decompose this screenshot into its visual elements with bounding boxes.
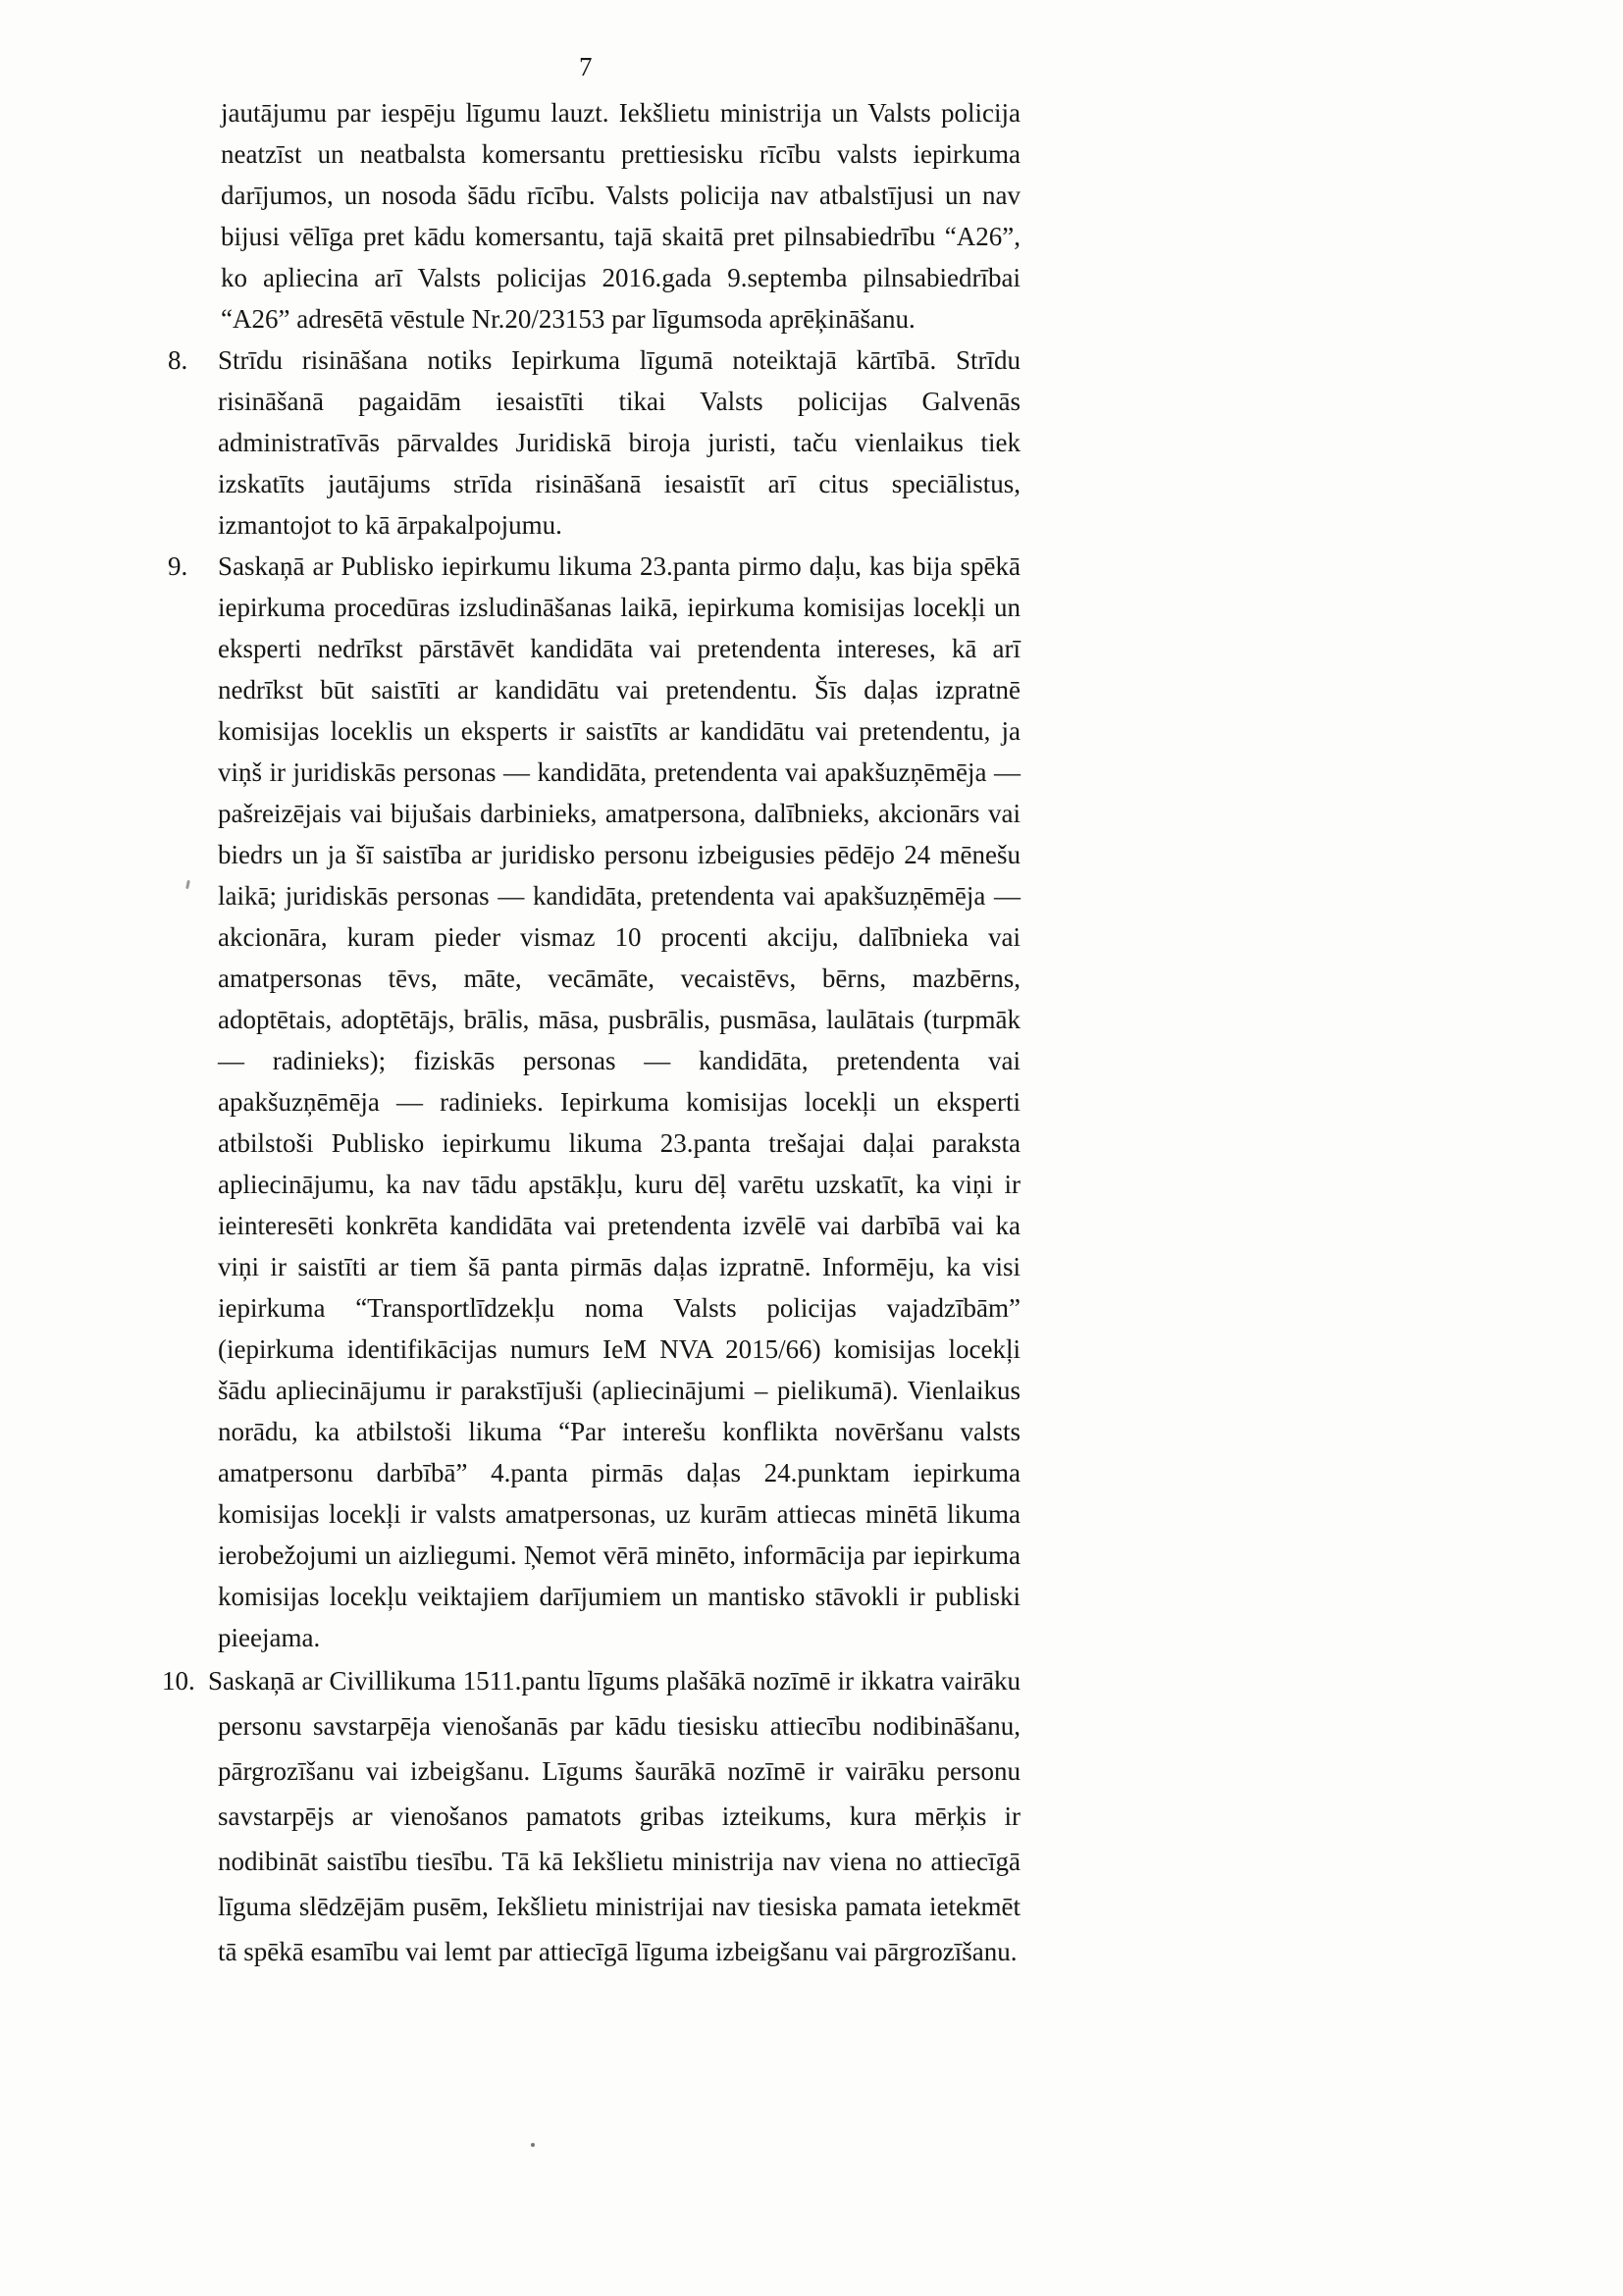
item-text-8: Strīdu risināšana notiks Iepirkuma līgumā noteiktajā kārtībā. Strīdu risināšanā pagaidām iesaistīti tikai Valsts policijas Galvenās administratīvās pārvaldes Juridiskā biroja juristi, taču vienlaikus tiek izskatīts jautājums strīda risināšanā iesaistīt arī citus speciālistus, izmantojot to kā ārpakalpojumu. [218,345,1021,540]
paragraph-continuation: jautājumu par iespēju līgumu lauzt. Iekšlietu ministrija un Valsts policija neatzīst un neatbalsta komersantu prettiesisku rīcību valsts iepirkuma darījumos, un nosoda šādu rīcību. Valsts policija nav atbalstījusi un nav bijusi vēlīga pret kādu komersantu, tajā skaitā pret pilnsabiedrību “A26”, ko apliecina arī Valsts policijas 2016.gada 9.septemba pilnsabiedrībai “A26” adresētā vēstule Nr.20/23153 par līgumsoda aprēķināšanu. [221,98,1021,334]
list-item-10 [162,1658,1021,1974]
scan-artifact-mark [185,880,190,889]
list-item-8 [168,339,1021,546]
item-text-9: Saskaņā ar Publisko iepirkumu likuma 23.panta pirmo daļu, kas bija spēkā iepirkuma procedūras izsludināšanas laikā, iepirkuma komisijas locekļi un eksperti nedrīkst pārstāvēt kandidāta vai pretendenta intereses, kā arī nedrīkst būt saistīti ar kandidātu vai pretendentu. Šīs daļas izpratnē komisijas loceklis un eksperts ir saistīts ar kandidātu vai pretendentu, ja viņš ir juridiskās personas — kandidāta, pretendenta vai apakšuzņēmēja — pašreizējais vai bijušais darbinieks, amatpersona, dalībnieks, akcionārs vai biedrs un ja šī saistība ar juridisko personu izbeigusies pēdējo 24 mēnešu laikā; juridiskās personas — kandidāta, pretendenta vai apakšuzņēmēja — akcionāra, kuram pieder vismaz 10 procenti akciju, dalībnieka vai amatpersonas tēvs, māte, vecāmāte, vecaistēvs, bērns, mazbērns, adoptētais, adoptētājs, brālis, māsa, pusbrālis, pusmāsa, laulātais (turpmāk — radinieks); fiziskās personas — kandidāta, pretendenta vai apakšuzņēmēja — radinieks. Iepirkuma komisijas locekļi un eksperti atbilstoši Publisko iepirkumu likuma 23.panta trešajai daļai paraksta apliecinājumu, ka nav tādu apstākļu, kuru dēļ varētu uzskatīt, ka viņi ir ieinteresēti konkrēta kandidāta vai pretendenta izvēlē vai darbībā vai ka viņi ir saistīti ar tiem šā panta pirmās daļas izpratnē. Informēju, ka visi iepirkuma “Transportlīdzekļu noma Valsts policijas vajadzībām” (iepirkuma identifikācijas numurs IeM NVA 2015/66) komisijas locekļi šādu apliecinājumu ir parakstījuši (apliecinājumi – pielikumā). Vienlaikus norādu, ka atbilstoši likuma “Par interešu konflikta novēršanu valsts amatpersonu darbībā” 4.panta pirmās daļas 24.punktam iepirkuma komisijas locekļi ir valsts amatpersonas, uz kurām attiecas minētā likuma ierobežojumi un aizliegumi. Ņemot vērā minēto, informācija par iepirkuma komisijas locekļu veiktajiem darījumiem un mantisko stāvokli ir publiski pieejama. [218,551,1021,1652]
document-body [162,92,1021,1974]
list-item-9 [168,546,1021,1658]
item-number-9: 9. [168,551,188,581]
item-number-8: 8. [168,345,188,375]
item-text-10: Saskaņā ar Civillikuma 1511.pantu līgums plašākā nozīmē ir ikkatra vairāku personu savstarpēja vienošanās par kādu tiesisku attiecību nodibināšanu, pārgrozīšanu vai izbeigšanu. Līgums šaurākā nozīmē ir vairāku personu savstarpējs ar vienošanos pamatots gribas izteikums, kura mērķis ir nodibināt saistību tiesību. Tā kā Iekšlietu ministrija nav viena no attiecīgā līguma slēdzējām pusēm, Iekšlietu ministrijai nav tiesiska pamata ietekmēt tā spēkā esamību vai lemt par attiecīgā līguma izbeigšanu vai pārgrozīšanu. [208,1666,1021,1966]
item-number-10: 10. [162,1666,195,1696]
scan-artifact-dot [531,2143,535,2147]
page-number: 7 [579,52,593,81]
